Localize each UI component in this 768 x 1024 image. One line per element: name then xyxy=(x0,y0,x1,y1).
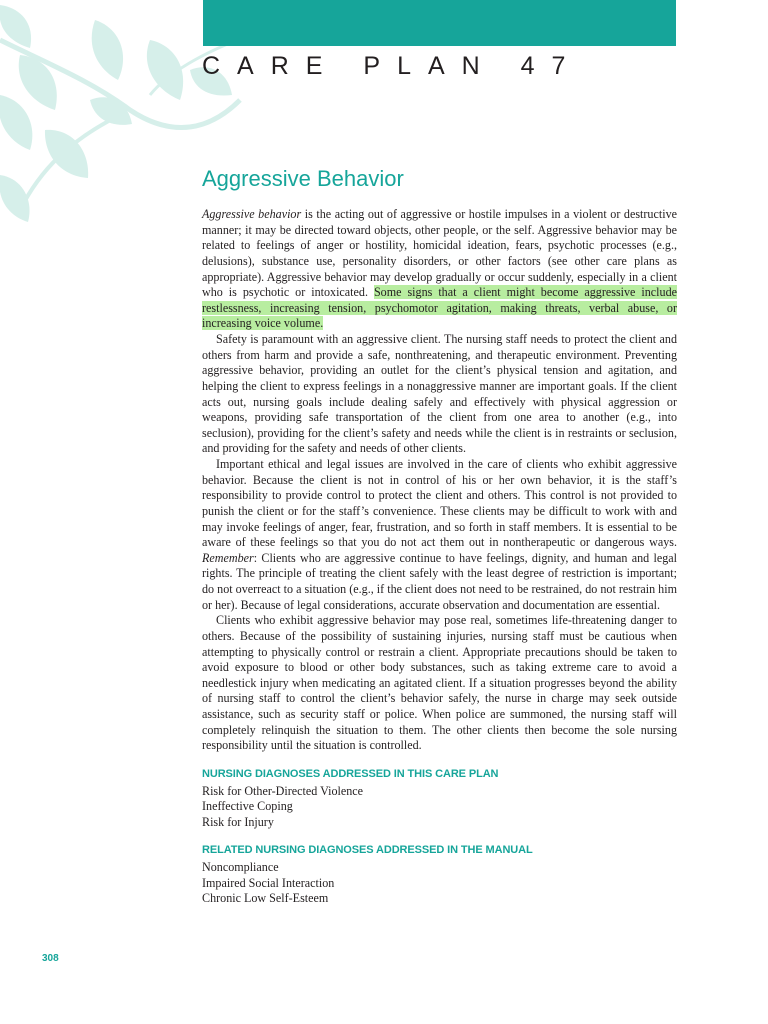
ethics-text-start: Important ethical and legal issues are involved in the care of clients who exhibit aggressive behavior. Because the client is not in control of his or her own behavior, it is the staff’s responsibility to provide control to protect the client and others. This control is not provided to punish the client or for the staff’s convenience. These clients may be difficult to work with and may invoke feelings of anger, fear, frustration, and so forth in staff members. It is essential to be aware of these feelings so that you do not act them out in nontherapeutic or dangerous ways. xyxy=(202,457,677,550)
list-item: Impaired Social Interaction xyxy=(202,875,335,890)
list-item: Noncompliance xyxy=(202,860,279,874)
intro-paragraph xyxy=(202,207,677,332)
header-color-band xyxy=(203,0,676,46)
defined-term: Aggressive behavior xyxy=(202,207,302,221)
list-item: Risk for Injury xyxy=(202,814,274,829)
care-plan-label: CARE PLAN 47 xyxy=(202,52,583,80)
highlighted-text: Some signs that a client might become aggressive include restlessness, increasing tension, psychomotor agitation, making threats, verbal abuse, or increasing voice volume. xyxy=(202,285,677,331)
body-text xyxy=(202,207,677,907)
ethics-paragraph xyxy=(202,457,677,613)
safety-paragraph: Safety is paramount with an aggressive client. The nursing staff needs to protect the client and others from harm and provide a safe, nonthreatening, and therapeutic environment. Preventing aggressive behavior, providing an outlet for the client’s physical tension and agitation, and helping the client to express feelings in a nonaggressive manner are important goals. If the client acts out, nursing goals include dealing safely and effectively with physical aggression or weapons, providing safe transportation of the client from one area to another (e.g., into seclusion), providing for the client’s safety and needs while the client is in restraints or seclusion, and providing for the safety and needs of other clients. xyxy=(202,332,677,456)
list-item: Risk for Other-Directed Violence xyxy=(202,783,364,798)
nursing-diagnoses-heading: NURSING DIAGNOSES ADDRESSED IN THIS CARE PLAN xyxy=(202,767,499,780)
nursing-diagnoses-list xyxy=(202,784,677,831)
intro-text: is the acting out of aggressive or hostile impulses in a violent or destructive manner; it may be directed toward objects, other people, or the self. Aggressive behavior may be related to feelings of anger or hostility, homicidal ideation, fears, psychotic processes (e.g., delusions), substance use, personality disorders, or other factors (see other care plans as appropriate). Aggressive behavior may develop gradually or occur suddenly, especially in a client who is psychotic or intoxicated. xyxy=(202,207,677,300)
ethics-text-end: : Clients who are aggressive continue to have feelings, dignity, and human and legal rights. The principle of treating the client safely with the least degree of restriction is important; do not overreact to a situation (e.g., if the client does not need to be restrained, do not restrain him or her). Because of legal considerations, accurate observation and documentation are essential. xyxy=(202,550,677,612)
page-number: 308 xyxy=(42,953,59,964)
remember-term: Remember xyxy=(202,550,254,565)
related-diagnoses-list xyxy=(202,860,677,907)
list-item: Chronic Low Self-Esteem xyxy=(202,891,329,906)
danger-paragraph: Clients who exhibit aggressive behavior may pose real, sometimes life-threatening danger to others. Because of the possibility of sustaining injuries, nursing staff must be cautious when attempting to physically control or restrain a client. Appropriate precautions should be taken to avoid exposure to blood or other body substances, such as taking extreme care to avoid a needlestick injury when medicating an agitated client. If a situation progresses beyond the ability of nursing staff to control the client’s behavior safely, the nurse in charge may seek outside assistance, such as security staff or police. When police are summoned, the nursing staff will completely relinquish the situation to them. The other clients then become the sole nursing responsibility until the situation is controlled. xyxy=(202,613,677,753)
page-title: Aggressive Behavior xyxy=(202,166,404,191)
list-item: Ineffective Coping xyxy=(202,799,293,814)
related-diagnoses-heading: RELATED NURSING DIAGNOSES ADDRESSED IN THE MANUAL xyxy=(202,844,533,857)
